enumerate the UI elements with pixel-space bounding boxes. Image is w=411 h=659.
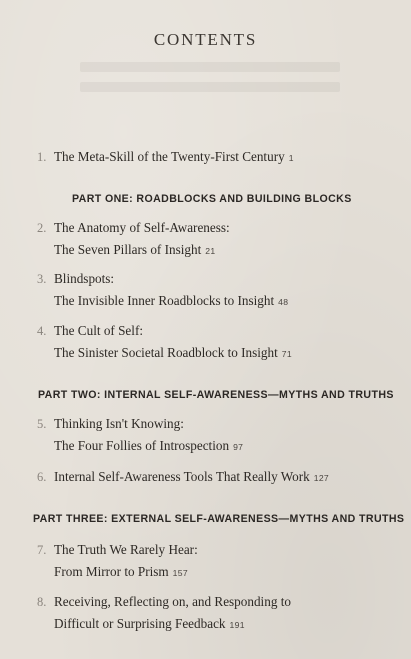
page-number: 157 <box>172 568 188 578</box>
toc-entry <box>37 466 329 489</box>
show-through-bleed <box>80 62 340 112</box>
chapter-subtitle: The Invisible Inner Roadblocks to Insight <box>54 293 275 308</box>
part-heading: PART ONE: ROADBLOCKS AND BUILDING BLOCKS <box>72 193 352 205</box>
chapter-title: The Anatomy of Self-Awareness: <box>54 220 230 235</box>
toc-entry <box>37 217 230 262</box>
chapter-number: 3. <box>37 272 47 286</box>
chapter-title: The Cult of Self: <box>54 323 144 338</box>
chapter-subtitle: Difficult or Surprising Feedback <box>54 616 226 631</box>
page-number: 97 <box>233 442 244 452</box>
chapter-number: 4. <box>37 324 47 338</box>
part-heading: PART THREE: EXTERNAL SELF-AWARENESS—MYTHS AND TRUTHS <box>33 513 405 525</box>
toc-entry <box>37 268 288 313</box>
toc-entry <box>37 146 294 169</box>
chapter-number: 8. <box>37 595 47 609</box>
toc-entry <box>37 320 292 365</box>
page-number: 191 <box>229 620 245 630</box>
chapter-number: 2. <box>37 221 47 235</box>
toc-entry <box>37 413 243 458</box>
chapter-number: 1. <box>37 150 47 164</box>
chapter-title: Receiving, Reflecting on, and Responding to <box>54 594 291 609</box>
page-number: 127 <box>313 473 329 483</box>
part-heading: PART TWO: INTERNAL SELF-AWARENESS—MYTHS AND TRUTHS <box>38 389 394 401</box>
chapter-subtitle: From Mirror to Prism <box>54 564 169 579</box>
page-number: 71 <box>281 349 292 359</box>
chapter-number: 5. <box>37 417 47 431</box>
toc-entry <box>37 591 291 636</box>
page-title: CONTENTS <box>153 30 258 49</box>
page-number: 48 <box>278 297 289 307</box>
chapter-title: The Meta-Skill of the Twenty-First Century <box>54 149 285 164</box>
toc-entry <box>37 539 198 584</box>
chapter-number: 6. <box>37 470 47 484</box>
chapter-title: Thinking Isn't Knowing: <box>54 416 184 431</box>
chapter-title: Internal Self-Awareness Tools That Really Work <box>54 469 310 484</box>
page-number: 21 <box>205 246 216 256</box>
chapter-title: The Truth We Rarely Hear: <box>54 542 198 557</box>
chapter-subtitle: The Four Follies of Introspection <box>54 438 230 453</box>
page-number: 1 <box>288 153 294 163</box>
chapter-title: Blindspots: <box>54 271 115 286</box>
chapter-subtitle: The Seven Pillars of Insight <box>54 242 202 257</box>
chapter-subtitle: The Sinister Societal Roadblock to Insight <box>54 345 278 360</box>
chapter-number: 7. <box>37 543 47 557</box>
